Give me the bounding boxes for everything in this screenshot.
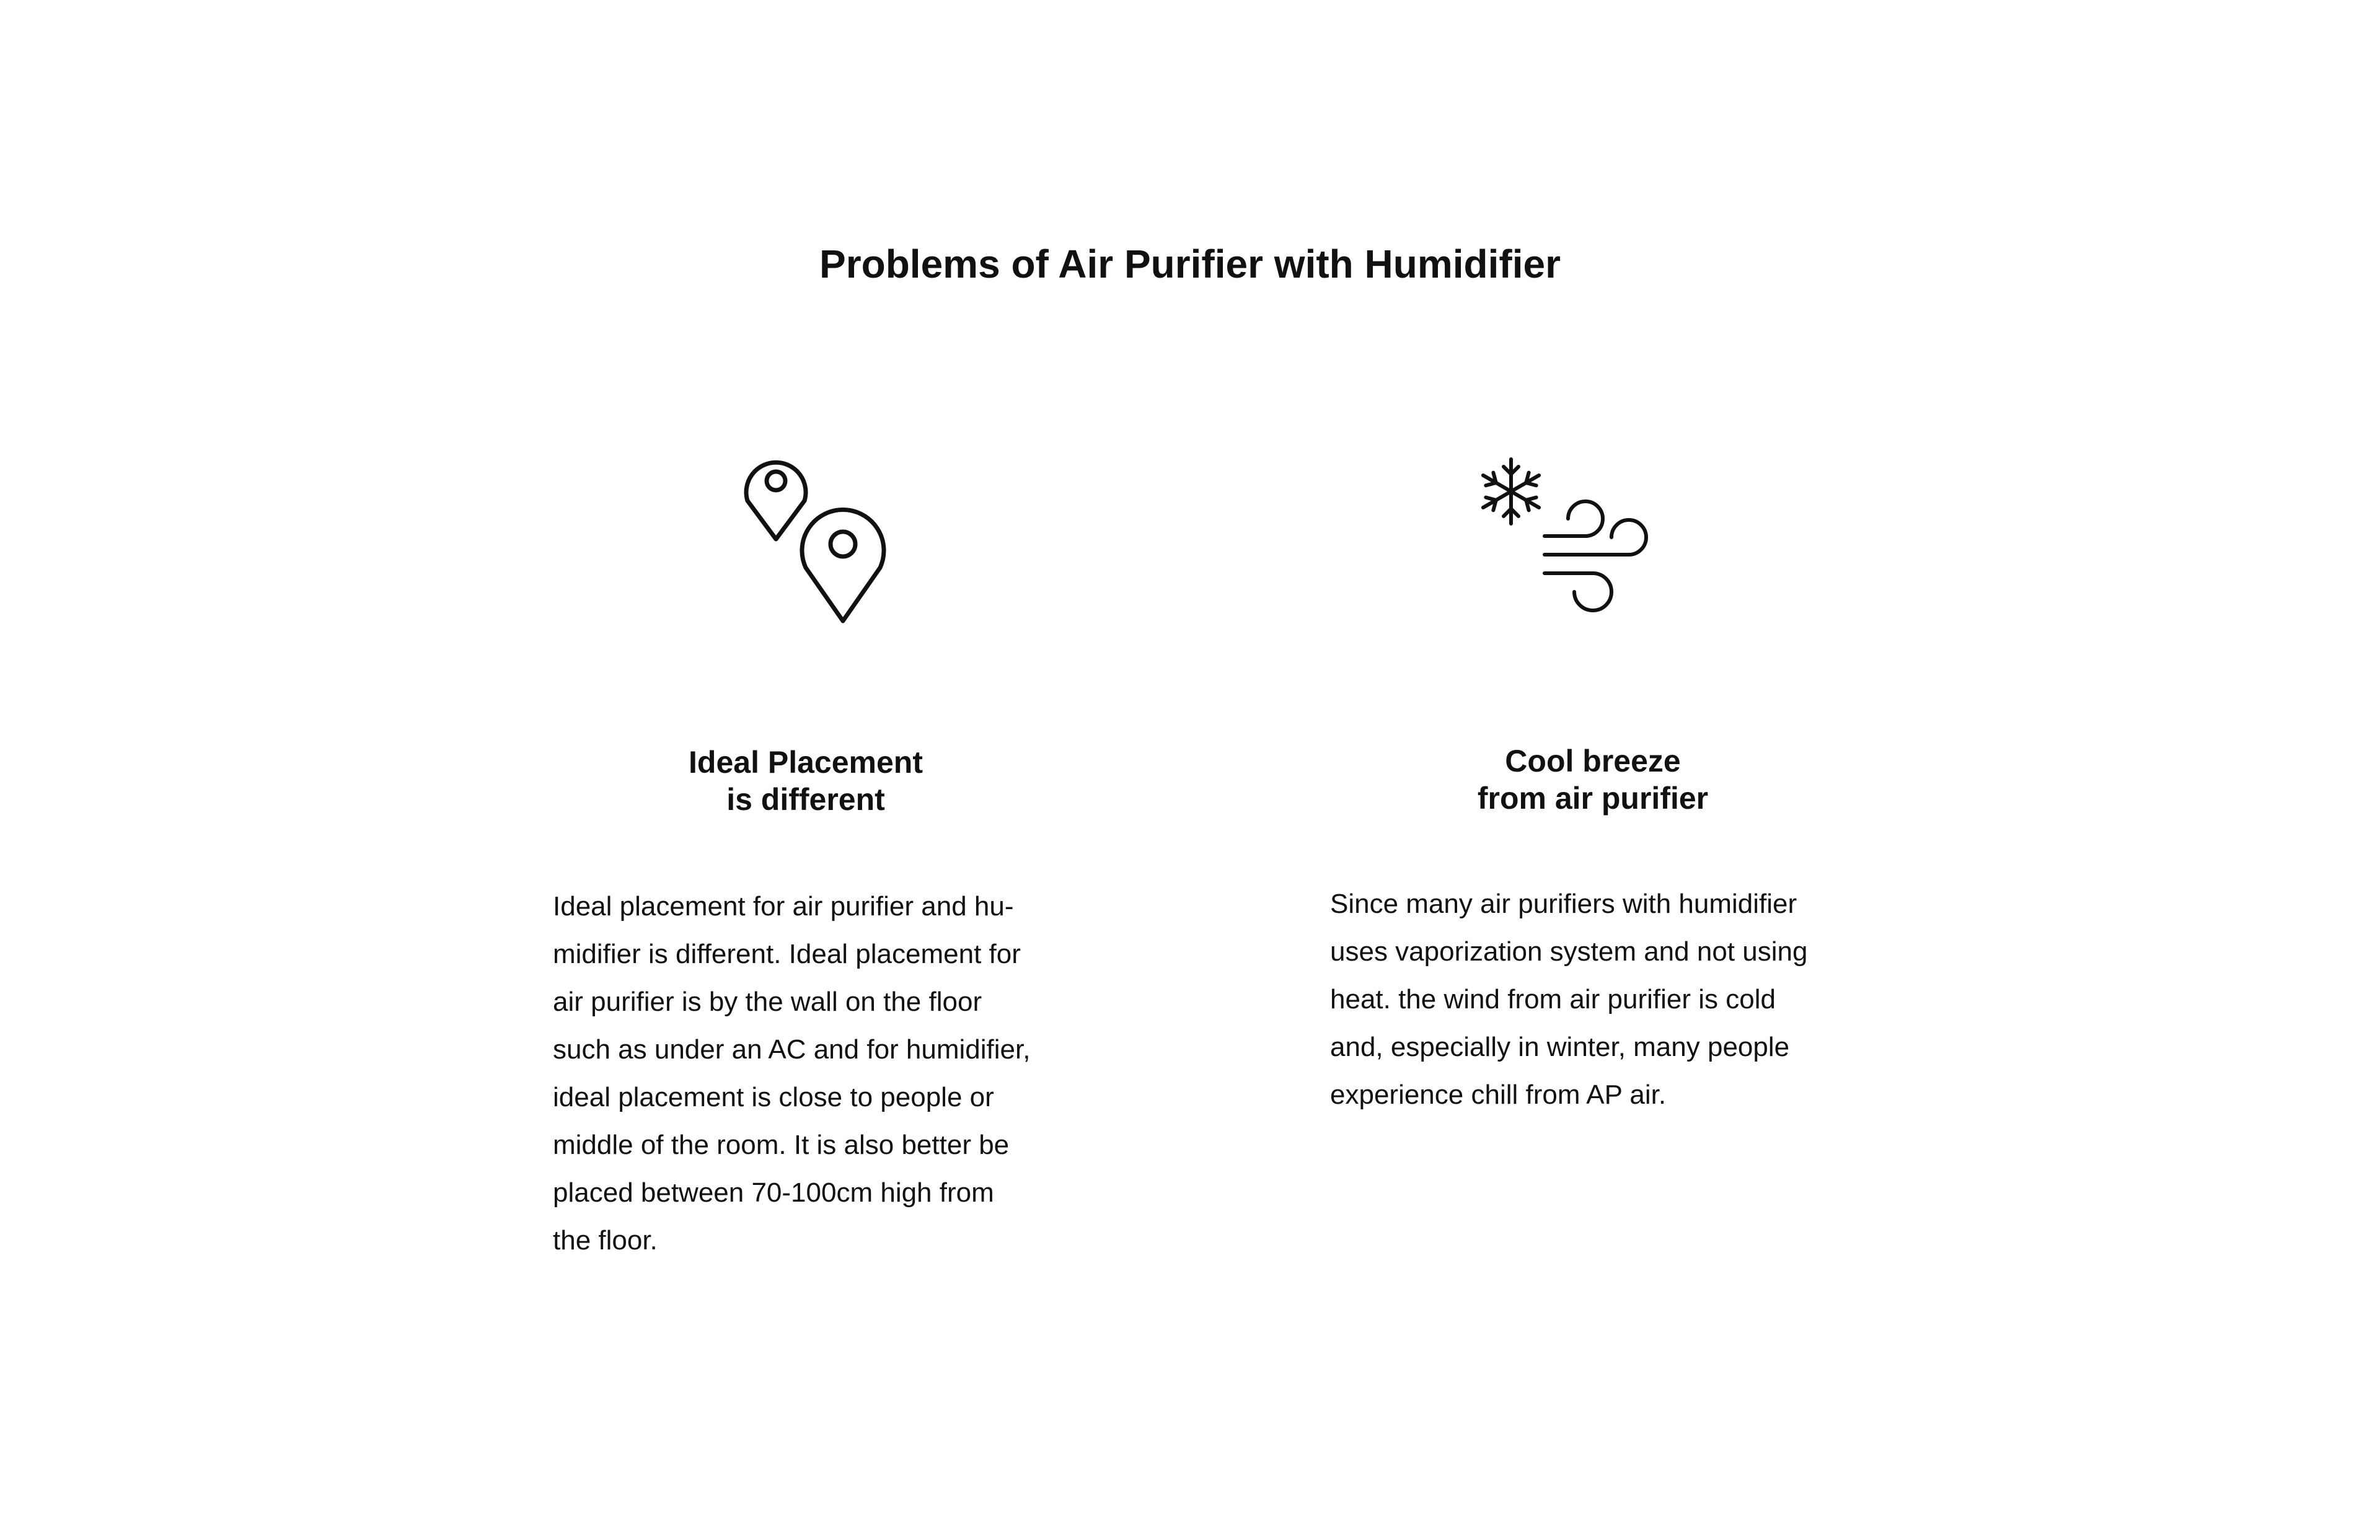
- body-line: middle of the room. It is also better be: [553, 1130, 1010, 1160]
- wind-icon: [1545, 501, 1646, 610]
- body-line: heat. the wind from air purifier is cold: [1330, 984, 1776, 1014]
- body-line: Ideal placement for air purifier and hu-: [553, 891, 1014, 922]
- body-line: experience chill from AP air.: [1330, 1080, 1667, 1110]
- column-body-breeze: [1330, 880, 1807, 1119]
- body-line: Since many air purifiers with humidifier: [1330, 889, 1797, 919]
- page-title: Problems of Air Purifier with Humidifier: [819, 242, 1561, 286]
- heading-line: from air purifier: [1477, 781, 1709, 816]
- body-line: the floor.: [553, 1225, 658, 1256]
- body-line: placed between 70-100cm high from: [553, 1177, 994, 1208]
- column-body-placement: [553, 882, 1030, 1264]
- snowflake-icon: [1479, 459, 1543, 524]
- snowflake-wind-icon: [1475, 455, 1661, 617]
- location-pins-icon: [731, 446, 899, 626]
- body-line: uses vaporization system and not using: [1330, 936, 1808, 967]
- column-heading-placement: [620, 744, 992, 818]
- body-line: air purifier is by the wall on the floor: [553, 987, 982, 1017]
- heading-line: is different: [726, 782, 885, 817]
- body-line: such as under an AC and for humidifier,: [553, 1034, 1031, 1065]
- heading-line: Ideal Placement: [689, 745, 923, 780]
- heading-line: Cool breeze: [1505, 744, 1681, 778]
- body-line: and, especially in winter, many people: [1330, 1032, 1790, 1062]
- column-heading-breeze: [1407, 742, 1779, 817]
- body-line: midifier is different. Ideal placement for: [553, 939, 1021, 969]
- body-line: ideal placement is close to people or: [553, 1082, 994, 1112]
